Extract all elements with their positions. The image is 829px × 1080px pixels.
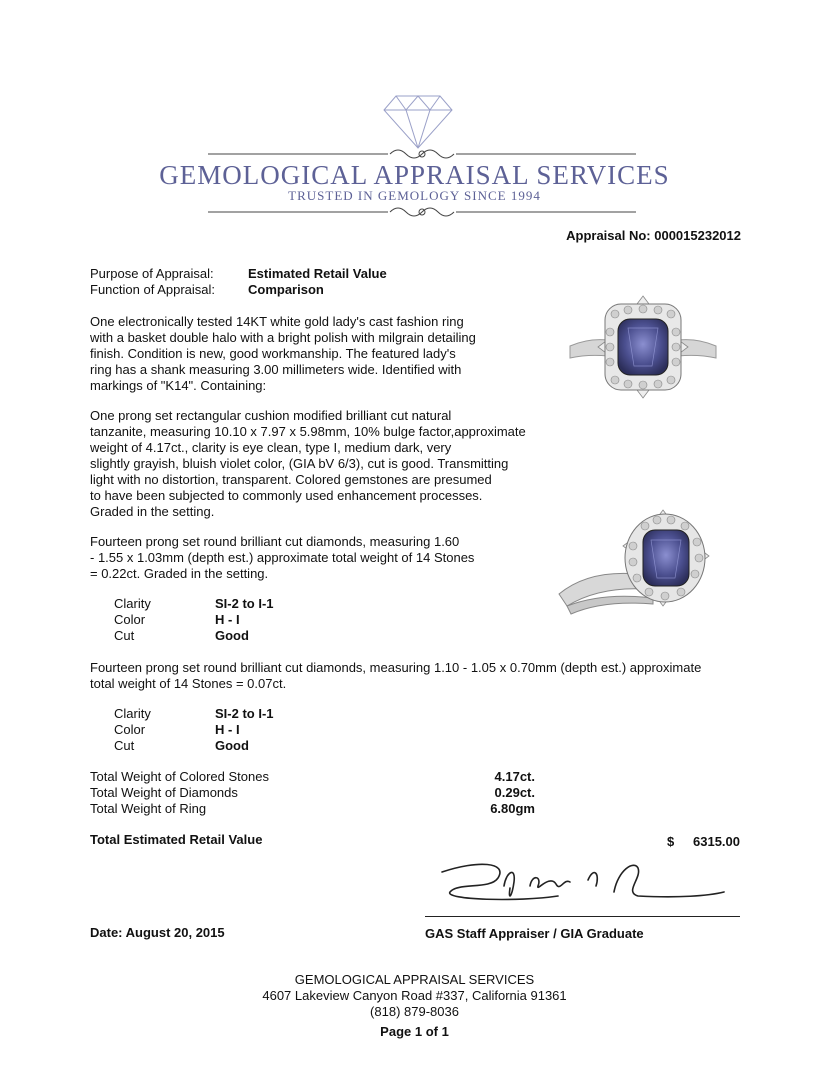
diamonds2-description: Fourteen prong set round brilliant cut diamonds, measuring 1.10 - 1.05 x 0.70mm (depth est.) approximate total weight of 14 Stones = 0.07ct. [90,660,702,691]
brand-tagline: TRUSTED IN GEMOLOGY SINCE 1994 [288,188,541,203]
retail-value: 6315.00 [693,834,740,849]
page-number: Page 1 of 1 [380,1024,449,1039]
totals-values: 4.17ct. 0.29ct. 6.80gm [490,769,535,816]
footer-phone: (818) 879-8036 [370,1004,459,1019]
diamonds2-grade-labels: Clarity Color Cut [114,706,151,753]
purpose-label: Purpose of Appraisal: [90,266,214,281]
footer-company: GEMOLOGICAL APPRAISAL SERVICES [294,972,535,987]
function-label: Function of Appraisal: [90,282,216,297]
signature-icon [438,852,728,912]
appraisal-date: Date: August 20, 2015 [90,925,225,940]
appraisal-number: Appraisal No: 000015232012 [566,228,741,243]
retail-label: Total Estimated Retail Value [90,832,263,847]
diamonds1-description: Fourteen prong set round brilliant cut diamonds, measuring 1.60 - 1.55 x 1.03mm (depth est.) approximate total weight of 14 Stones = 0.22ct. Graded in the setting. [90,534,475,581]
purpose-value: Estimated Retail Value [248,266,387,281]
bottom-ornament-divider [208,204,636,220]
ring-photo-side [553,506,713,624]
diamonds2-grade-values: SI-2 to I-1 H - I Good [215,706,274,753]
diamonds1-grade-values: SI-2 to I-1 H - I Good [215,596,274,643]
totals-labels: Total Weight of Colored Stones Total Weight of Diamonds Total Weight of Ring [90,769,269,816]
brand-name: GEMOLOGICAL APPRAISAL SERVICES [159,160,670,190]
footer-address: 4607 Lakeview Canyon Road #337, California 91361 [262,988,567,1003]
signer-title: GAS Staff Appraiser / GIA Graduate [425,926,644,941]
diamonds1-grade-labels: Clarity Color Cut [114,596,151,643]
retail-currency: $ [667,834,675,849]
signature-line [425,916,740,917]
function-value: Comparison [248,282,324,297]
ring-photo-top [568,292,718,402]
center-stone-description: One prong set rectangular cushion modified brilliant cut natural tanzanite, measuring 10.10 x 7.97 x 5.98mm, 10% bulge factor,approximate weight of 4.17ct., clarity is eye clean, type I, medium dark, very slightly grayish, bluish violet color, (GIA bV 6/3), cut is good. Transmitting light with no distortion, transparent. Colored gemstones are presumed to have been subjected to commonly used enhancement processes. Graded in the setting. [90,408,526,519]
ring-description: One electronically tested 14KT white gold lady's cast fashion ring with a basket double halo with a bright polish with milgrain detailing finish. Condition is new, good workmanship. The featured lady's ring has a shank measuring 3.00 millimeters wide. Identified with markings of "K14". Containing: [90,314,476,393]
diamond-logo-icon [382,92,454,150]
